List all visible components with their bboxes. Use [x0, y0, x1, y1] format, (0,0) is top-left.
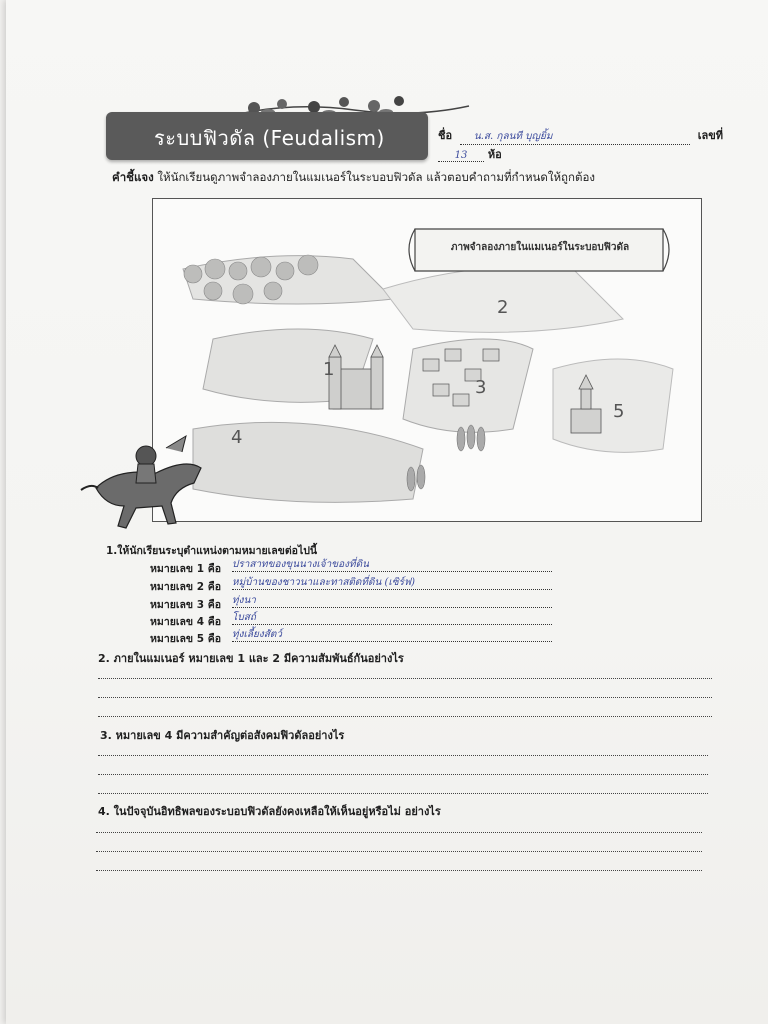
number-label: เลขที่ — [697, 129, 724, 142]
question-4: 4. ในปัจจุบันอิทธิพลของระบอบฟิวดัลยังคงเหลือให้เห็นอยู่หรือไม่ อย่างไร — [98, 805, 441, 818]
q1-item-4-label: หมายเลข 4 คือ — [150, 616, 222, 628]
q1-item-2-label: หมายเลข 2 คือ — [150, 581, 222, 593]
student-info-row — [438, 126, 768, 163]
instruction-bold: คำชี้แจง — [112, 170, 154, 184]
q1-item-2-answer[interactable]: หมู่บ้านของชาวนาและทาสติดที่ดิน (เซิร์ฟ) — [232, 575, 552, 590]
instruction-text — [112, 169, 595, 187]
question-3: 3. หมายเลข 4 มีความสำคัญต่อสังคมฟิวดัลอย่างไร — [100, 729, 345, 742]
worksheet-page — [6, 0, 768, 1024]
q1-item-1-answer[interactable]: ปราสาทของขุนนางเจ้าของที่ดิน — [232, 557, 552, 572]
map-number-2: 2 — [497, 297, 509, 318]
q4-answer-line-3[interactable] — [96, 870, 702, 871]
map-number-5: 5 — [613, 401, 625, 422]
question-1: 1.ให้นักเรียนระบุตำแหน่งตามหมายเลขต่อไปนี้ — [106, 545, 318, 557]
q1-item-5-answer[interactable]: ทุ่งเลี้ยงสัตว์ — [232, 627, 552, 642]
map-number-4: 4 — [231, 427, 243, 448]
q1-item-1-label: หมายเลข 1 คือ — [150, 563, 222, 575]
q1-item-4-answer[interactable]: โบสถ์ — [232, 610, 552, 625]
q1-item-5-label: หมายเลข 5 คือ — [150, 633, 222, 645]
page-title: ระบบฟิวดัล (Feudalism) — [154, 126, 385, 150]
q3-answer-line-3[interactable] — [98, 793, 708, 794]
instruction-body: ให้นักเรียนดูภาพจำลองภายในแมเนอร์ในระบอบฟิวดัล แล้วตอบคำถามที่กำหนดให้ถูกต้อง — [153, 170, 595, 184]
name-label: ชื่อ — [438, 129, 453, 142]
title-banner — [106, 112, 428, 160]
name-value: น.ส. กุลนที บุญยิ้ม — [473, 131, 553, 142]
q2-answer-line-3[interactable] — [98, 716, 712, 717]
map-number-3: 3 — [475, 377, 487, 398]
q4-answer-line-1[interactable] — [96, 832, 702, 833]
manor-map-illustration — [152, 198, 702, 522]
q3-answer-line-1[interactable] — [98, 755, 708, 756]
q1-item-3-label: หมายเลข 3 คือ — [150, 599, 222, 611]
q2-answer-line-1[interactable] — [98, 678, 712, 679]
map-number-1: 1 — [323, 359, 335, 380]
q4-answer-line-2[interactable] — [96, 851, 702, 852]
name-field[interactable] — [460, 129, 690, 145]
number-field[interactable] — [438, 148, 484, 162]
map-banner: ภาพจำลองภายในแมเนอร์ในระบอบฟิวดัล — [450, 242, 630, 253]
q1-item-3-answer[interactable]: ทุ่งนา — [232, 593, 552, 608]
room-label: ห้อ — [487, 148, 502, 161]
number-value: 13 — [454, 150, 468, 161]
question-2: 2. ภายในแมเนอร์ หมายเลข 1 และ 2 มีความสัมพันธ์กันอย่างไร — [98, 652, 404, 665]
knight-on-horse-illustration — [76, 428, 226, 538]
q3-answer-line-2[interactable] — [98, 774, 708, 775]
q2-answer-line-2[interactable] — [98, 697, 712, 698]
